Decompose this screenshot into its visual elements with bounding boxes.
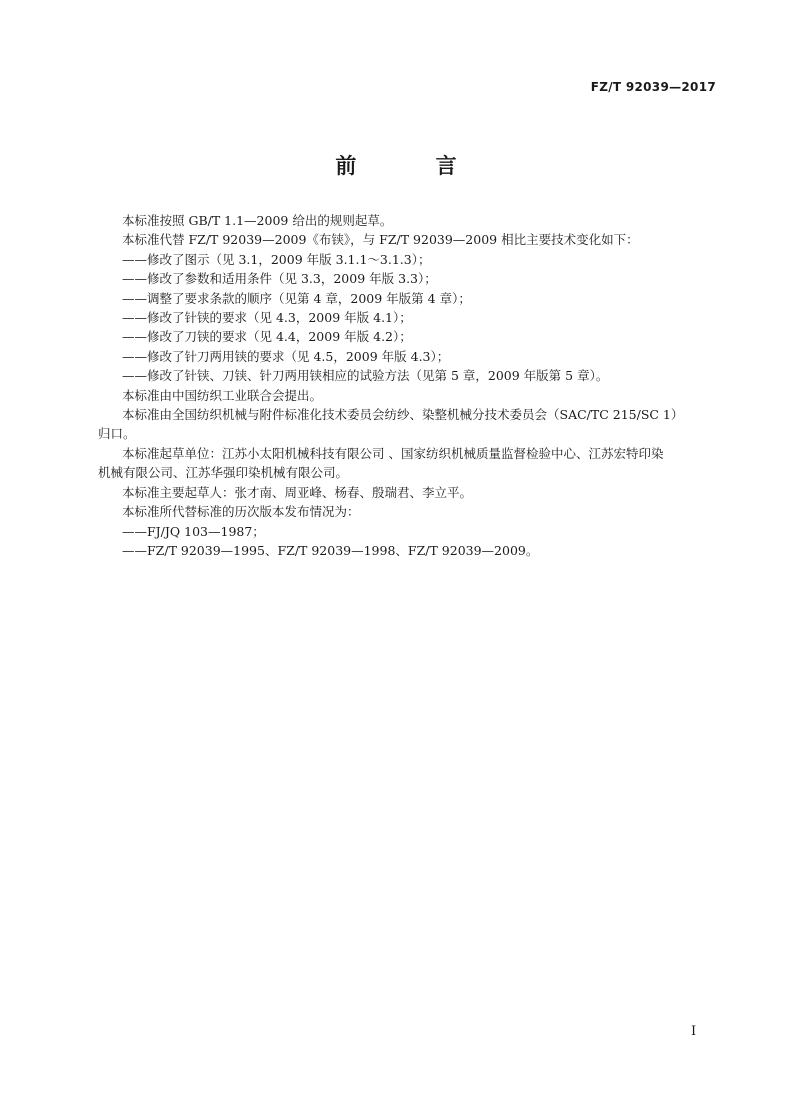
paragraph-proposer: 本标准由中国纺织工业联合会提出。 [122, 387, 323, 403]
page-number: I [691, 1024, 697, 1039]
document-number: FZ/T 92039—2017 [590, 80, 716, 94]
paragraph-drafting-units-line2: 机械有限公司、江苏华强印染机械有限公司。 [98, 465, 349, 481]
paragraph-history-intro: 本标准所代替标准的历次版本发布情况为： [122, 504, 360, 520]
paragraph-drafters: 本标准主要起草人：张才南、周亚峰、杨春、殷瑞君、李立平。 [122, 484, 473, 500]
paragraph-centralized-line1: 本标准由全国纺织机械与附件标准化技术委员会纺纱、染整机械分技术委员会（SAC/TC 215/SC 1） [122, 407, 684, 423]
change-item: ——调整了要求条款的顺序（见第 4 章，2009 年版第 4 章）； [122, 290, 471, 306]
paragraph-drafting-rules: 本标准按照 GB/T 1.1—2009 给出的规则起草。 [122, 213, 393, 228]
change-item: ——修改了针铗、刀铗、针刀两用铗相应的试验方法（见第 5 章，2009 年版第 5 章）。 [122, 368, 609, 384]
paragraph-centralized-line2: 归口。 [98, 426, 136, 442]
paragraph-replacement: 本标准代替 FZ/T 92039—2009《布铗》，与 FZ/T 92039—2009 相比主要技术变化如下： [122, 232, 639, 248]
change-item: ——修改了针铗的要求（见 4.3，2009 年版 4.1）； [122, 310, 412, 326]
change-item: ——修改了参数和适用条件（见 3.3，2009 年版 3.3）； [122, 271, 437, 287]
paragraph-drafting-units-line1: 本标准起草单位：江苏小太阳机械科技有限公司 、国家纺织机械质量监督检验中心、江苏宏特印染 [122, 445, 664, 461]
foreword-body [98, 211, 720, 560]
change-item: ——修改了刀铗的要求（见 4.4，2009 年版 4.2）； [122, 329, 412, 345]
history-item: ——FJ/JQ 103—1987； [122, 523, 265, 539]
change-item: ——修改了图示（见 3.1，2009 年版 3.1.1～3.1.3）； [122, 251, 431, 267]
history-item: ——FZ/T 92039—1995、FZ/T 92039—1998、FZ/T 92039—2009。 [122, 542, 539, 558]
change-item: ——修改了针刀两用铗的要求（见 4.5，2009 年版 4.3）； [122, 348, 450, 364]
page-title: 前 言 [335, 154, 493, 178]
